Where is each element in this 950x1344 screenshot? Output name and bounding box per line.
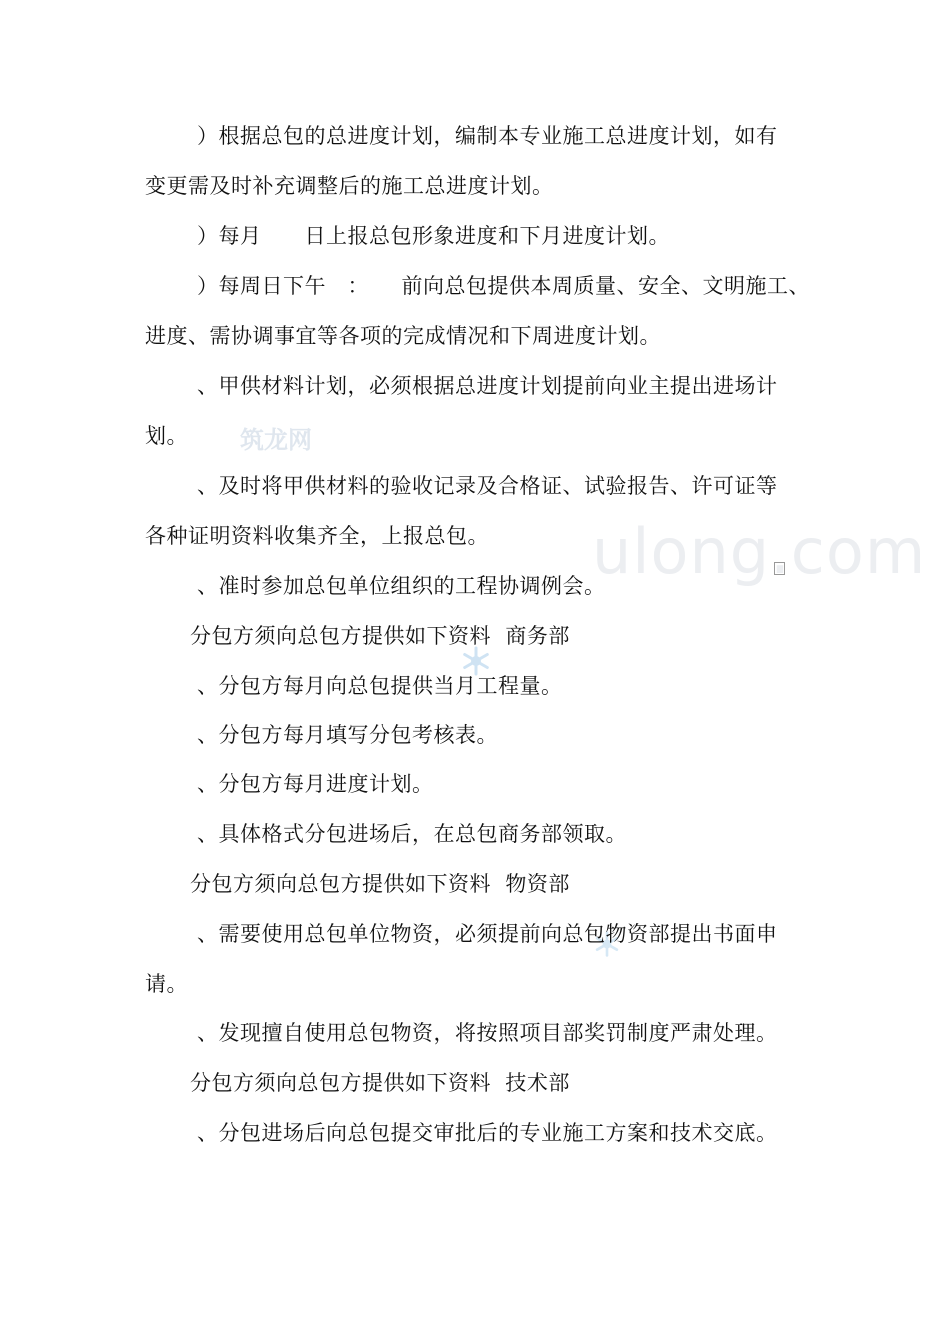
text-line: 请。 — [145, 972, 188, 996]
text-line: 、准时参加总包单位组织的工程协调例会。 — [197, 574, 606, 598]
text-line: 、分包方每月向总包提供当月工程量。 — [197, 674, 563, 698]
text-line: 各种证明资料收集齐全，上报总包。 — [145, 524, 489, 548]
text-line: 、具体格式分包进场后，在总包商务部领取。 — [197, 822, 627, 846]
section-heading: 分包方须向总包方提供如下资料 商务部 — [190, 624, 570, 648]
text-line: 、分包方每月进度计划。 — [197, 772, 434, 796]
text-line: 、需要使用总包单位物资，必须提前向总包物资部提出书面申 — [197, 922, 778, 946]
text-line: 划。 — [145, 424, 188, 448]
watermark-site-name: 筑龙网 — [240, 426, 312, 454]
text-line: 变更需及时补充调整后的施工总进度计划。 — [145, 174, 554, 198]
watermark-url: ulong.com — [592, 515, 927, 588]
text-line: 进度、需协调事宜等各项的完成情况和下周进度计划。 — [145, 324, 661, 348]
text-line: 、分包进场后向总包提交审批后的专业施工方案和技术交底。 — [197, 1121, 778, 1145]
text-line: 、发现擅自使用总包物资，将按照项目部奖罚制度严肃处理。 — [197, 1021, 778, 1045]
text-line: ）每周日下午 ： 前向总包提供本周质量、安全、文明施工、 — [197, 274, 810, 298]
small-box-mark — [774, 562, 785, 575]
section-heading: 分包方须向总包方提供如下资料 技术部 — [190, 1071, 570, 1095]
text-line: 、甲供材料计划，必须根据总进度计划提前向业主提出进场计 — [197, 374, 778, 398]
text-line: ）每月 日上报总包形象进度和下月进度计划。 — [197, 224, 670, 248]
text-line: 、分包方每月填写分包考核表。 — [197, 723, 498, 747]
text-line: 、及时将甲供材料的验收记录及合格证、试验报告、许可证等 — [197, 474, 778, 498]
text-line: ）根据总包的总进度计划，编制本专业施工总进度计划，如有 — [197, 124, 778, 148]
section-heading: 分包方须向总包方提供如下资料 物资部 — [190, 872, 570, 896]
